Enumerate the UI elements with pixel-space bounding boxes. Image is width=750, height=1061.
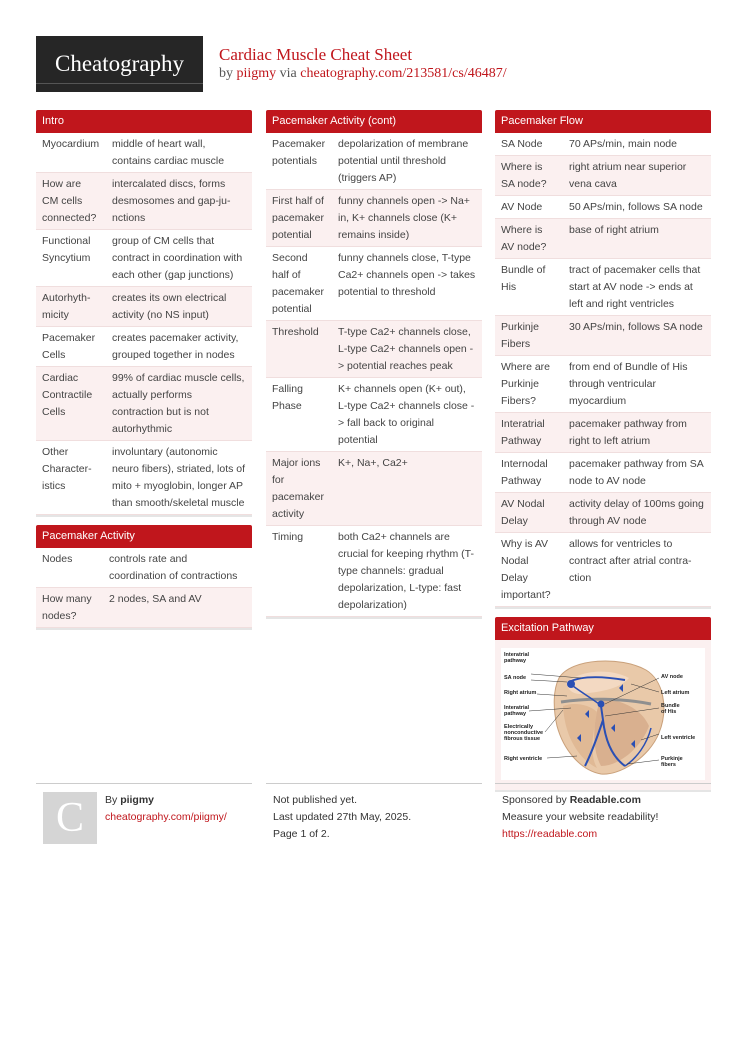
table-row: How many nodes? 2 nodes, SA and AV: [36, 588, 252, 628]
section-title: Pacemaker Flow: [495, 110, 711, 133]
section-pacemaker-flow: [495, 110, 711, 609]
label-purkinje-fibers: Purkinje fibers: [661, 756, 683, 768]
footer-publish-info: [273, 792, 411, 843]
heart-diagram-frame: [495, 640, 711, 790]
section-pacemaker-activity: [36, 525, 252, 630]
footer-sponsor: Sponsored by Readable.com Measure your website readability! https://readable.com: [502, 794, 659, 840]
sponsor-name[interactable]: Readable.com: [569, 794, 641, 806]
label-sa-node: SA node: [504, 675, 527, 681]
table-row: Major ions for pacemaker activity K+, Na+, Ca2+: [266, 452, 482, 526]
sponsor-link[interactable]: https://readable.com: [502, 828, 598, 840]
table-row: Threshold T-type Ca2+ channels close, L-type Ca2+ channels open -> potential reaches peak: [266, 321, 482, 378]
table-row: Autorhyth-micity creates its own electrical activity (no NS input): [36, 287, 252, 327]
section-intro: [36, 110, 252, 517]
table-row: Bundle of His tract of pacemaker cells that start at AV node -> ends at left and right ventricles: [495, 259, 711, 316]
footer-divider: [266, 783, 482, 784]
section-title: Excitation Pathway: [495, 617, 711, 640]
page-number: Page 1 of 2.: [273, 828, 330, 840]
footer-author-link[interactable]: cheatography.com/piigmy/: [105, 811, 227, 823]
table-row: Interatrial Pathway pacemaker pathway from right to left atrium: [495, 413, 711, 453]
column-3: [495, 110, 711, 800]
label-bundle-of-his: Bundle of His: [661, 703, 680, 715]
label-left-ventricle: Left ventricle: [661, 735, 696, 741]
table-row: Nodes controls rate and coordination of contractions: [36, 548, 252, 588]
column-2: [266, 110, 482, 627]
published-status: Not published yet.: [273, 794, 358, 806]
footer-author-name[interactable]: piigmy: [120, 794, 155, 806]
intro-table: [36, 133, 252, 515]
page-title: Cardiac Muscle Cheat Sheet: [219, 45, 413, 64]
table-row: How are CM cells connected? intercalated discs, forms desmosomes and gap-ju-nctions: [36, 173, 252, 230]
table-row: AV Node 50 APs/min, follows SA node: [495, 196, 711, 219]
table-row: Pacemaker potentials depolarization of membrane potential until threshold (triggers AP): [266, 133, 482, 190]
cheatography-logo[interactable]: Cheatography: [36, 36, 203, 92]
author-link[interactable]: piigmy: [236, 66, 277, 81]
label-right-ventricle: Right ventricle: [504, 756, 543, 762]
last-updated: Last updated 27th May, 2025.: [273, 811, 412, 823]
table-row: Where is SA node? right atrium near superior vena cava: [495, 156, 711, 196]
section-title: Intro: [36, 110, 252, 133]
column-1: [36, 110, 252, 638]
table-row: Second half of pacemaker potential funny channels close, T-type Ca2+ channels open -> takes potential to threshold: [266, 247, 482, 321]
table-row: Other Character-istics involuntary (autonomic neuro fibers), striated, lots of mito + myoglobin, longer AP than smooth/skeletal muscle: [36, 441, 252, 515]
table-row: Internodal Pathway pacemaker pathway from SA node to AV node: [495, 453, 711, 493]
table-row: Falling Phase K+ channels open (K+ out), L-type Ca2+ channels close -> fall back to original potential: [266, 378, 482, 452]
section-excitation-pathway: [495, 617, 711, 792]
table-row: Where is AV node? base of right atrium: [495, 219, 711, 259]
table-row: First half of pacemaker potential funny channels open -> Na+ in, K+ channels close (K+ remains inside): [266, 190, 482, 247]
pacemaker-cont-table: [266, 133, 482, 617]
table-row: Functional Syncytium group of CM cells that contract in coordination with each other (gap junctions): [36, 230, 252, 287]
section-pacemaker-activity-cont: [266, 110, 482, 619]
author-avatar[interactable]: C: [43, 792, 97, 844]
sheet-url-link[interactable]: cheatography.com/213581/cs/46487/: [300, 66, 507, 81]
byline: by piigmy via cheatography.com/213581/cs/46487/: [219, 66, 507, 81]
pacemaker-flow-table: [495, 133, 711, 607]
heart-conduction-diagram: [501, 648, 705, 780]
sponsor-tagline: Measure your website readability!: [502, 811, 659, 823]
footer-divider: [495, 783, 711, 784]
table-row: SA Node 70 APs/min, main node: [495, 133, 711, 156]
table-row: AV Nodal Delay activity delay of 100ms going through AV node: [495, 493, 711, 533]
table-row: Myocardium middle of heart wall, contains cardiac muscle: [36, 133, 252, 173]
label-internodal-pathway: Interatrial pathway: [504, 705, 530, 717]
section-title: Pacemaker Activity: [36, 525, 252, 548]
label-av-node: AV node: [661, 674, 683, 680]
pacemaker-table: [36, 548, 252, 628]
table-row: Why is AV Nodal Delay important? allows for ventricles to contract after atrial contra-ction: [495, 533, 711, 607]
table-row: Timing both Ca2+ channels are crucial for keeping rhythm (T-type channels: gradual depolarization, L-type: fast depolarization): [266, 526, 482, 617]
label-interatrial-pathway: Interatrial pathway: [504, 652, 530, 664]
section-title: Pacemaker Activity (cont): [266, 110, 482, 133]
table-row: Cardiac Contractile Cells 99% of cardiac muscle cells, actually performs contraction but is not autorhythmic: [36, 367, 252, 441]
label-right-atrium: Right atrium: [504, 690, 537, 696]
table-row: Purkinje Fibers 30 APs/min, follows SA node: [495, 316, 711, 356]
footer-author: By piigmy cheatography.com/piigmy/: [105, 794, 227, 823]
table-row: Pacemaker Cells creates pacemaker activity, grouped together in nodes: [36, 327, 252, 367]
label-left-atrium: Left atrium: [661, 690, 690, 696]
table-row: Where are Purkinje Fibers? from end of Bundle of His through ventricular myocardium: [495, 356, 711, 413]
label-fibrous-tissue: Electrically nonconductive fibrous tissue: [504, 724, 544, 742]
footer-divider: [36, 783, 252, 784]
